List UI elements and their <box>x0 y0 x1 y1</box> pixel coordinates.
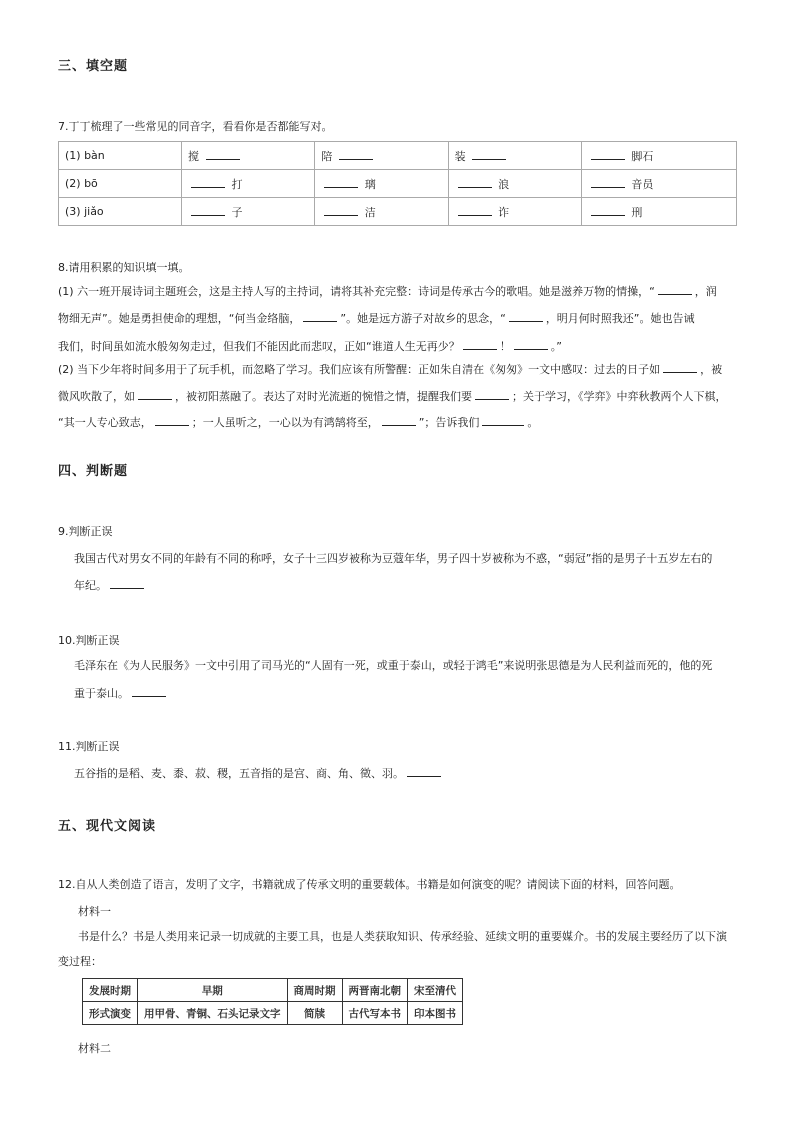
pinyin-cell: (3) jiǎo <box>59 198 182 226</box>
paragraph-line <box>58 284 717 299</box>
pinyin-cell: (2) bō <box>59 170 182 198</box>
text-segment: ！ <box>499 340 511 353</box>
question-10-title: 10.判断正误 <box>58 634 120 647</box>
table-cell <box>315 170 448 198</box>
text-segment: 重于泰山。 <box>74 687 129 700</box>
section-heading-modern-reading: 五、现代文阅读 <box>58 819 157 834</box>
text-segment: 五谷指的是稻、麦、黍、菽、稷，五音指的是宫、商、角、徵、羽。 <box>74 767 404 780</box>
answer-blank[interactable] <box>324 205 358 216</box>
answer-blank[interactable] <box>475 389 509 400</box>
table-cell <box>581 170 736 198</box>
answer-blank[interactable] <box>110 578 144 589</box>
text-segment: 打 <box>228 177 243 191</box>
text-segment: “其一人专心致志， <box>58 416 152 429</box>
answer-blank[interactable] <box>458 177 492 188</box>
answer-blank[interactable] <box>482 415 524 426</box>
text-segment: 。” <box>550 340 562 353</box>
text-segment: 毛泽东在《为人民服务》一文中引用了司马光的“人固有一死，或重于泰山，或轻于鸿毛”来说明张思德是为人民利益而死的，他的死 <box>74 659 713 672</box>
paragraph-line <box>58 362 722 377</box>
table-cell: 商周时期 <box>287 979 342 1002</box>
answer-blank[interactable] <box>155 415 189 426</box>
paragraph-line <box>58 415 538 430</box>
paragraph-line <box>74 686 169 701</box>
table-cell <box>182 170 315 198</box>
material-2-label: 材料二 <box>78 1042 111 1055</box>
paragraph-line <box>58 311 695 326</box>
question-12-prompt: 12.自从人类创造了语言，发明了文字，书籍就成了传承文明的重要载体。书籍是如何演变的呢？请阅读下面的材料，回答问题。 <box>58 878 681 891</box>
section-heading-judgement: 四、判断题 <box>58 464 129 479</box>
text-segment: 装 <box>454 149 470 163</box>
answer-blank[interactable] <box>591 205 625 216</box>
answer-blank[interactable] <box>663 362 697 373</box>
table-cell <box>315 142 448 170</box>
text-segment: 我国古代对男女不同的年龄有不同的称呼，女子十三四岁被称为豆蔻年华，男子四十岁被称为不惑，“弱冠”指的是男子十五岁左右的 <box>74 552 713 565</box>
text-segment: 年纪。 <box>74 579 107 592</box>
text-segment: 子 <box>228 205 243 219</box>
text-segment: 脚石 <box>627 149 654 163</box>
answer-blank[interactable] <box>458 205 492 216</box>
table-row <box>83 1002 463 1025</box>
text-segment: ，被 <box>700 363 723 376</box>
table-cell: 印本图书 <box>408 1002 463 1025</box>
table-cell: 形式演变 <box>83 1002 138 1025</box>
answer-blank[interactable] <box>382 415 416 426</box>
text-segment: (1) 六一班开展诗词主题班会，这是主持人写的主持词，请将其补充完整：诗词是传承古今的歌唱。她是滋养万物的情操，“ <box>58 285 655 298</box>
answer-blank[interactable] <box>407 766 441 777</box>
paragraph-line <box>74 659 712 673</box>
table-cell: 早期 <box>138 979 288 1002</box>
answer-blank[interactable] <box>472 149 506 160</box>
answer-blank[interactable] <box>132 686 166 697</box>
table-cell <box>448 198 581 226</box>
text-segment: 搅 <box>188 149 203 163</box>
material-1-paragraph-cont: 变过程： <box>58 955 102 968</box>
table-cell <box>182 198 315 226</box>
answer-blank[interactable] <box>463 339 497 350</box>
answer-blank[interactable] <box>324 177 358 188</box>
text-segment: 。 <box>527 416 539 429</box>
question-9-title: 9.判断正误 <box>58 525 113 538</box>
text-segment: ，润 <box>694 285 717 298</box>
section-heading-fill-in: 三、填空题 <box>58 59 129 74</box>
paragraph-line <box>74 766 444 781</box>
table-row <box>59 170 737 198</box>
table-cell <box>581 198 736 226</box>
table-cell: 简牍 <box>287 1002 342 1025</box>
text-segment: ，明月何时照我还”。她也告诫 <box>545 312 695 325</box>
answer-blank[interactable] <box>658 284 692 295</box>
text-segment: 浪 <box>494 177 510 191</box>
text-segment: ”。她是远方游子对故乡的思念，“ <box>340 312 506 325</box>
paragraph-line <box>58 339 562 354</box>
table-row <box>59 198 737 226</box>
table-cell <box>448 142 581 170</box>
table-cell <box>581 142 736 170</box>
table-cell <box>315 198 448 226</box>
answer-blank[interactable] <box>206 149 240 160</box>
text-segment: ；一人虽听之，一心以为有鸿鹄将至， <box>191 416 379 429</box>
answer-blank[interactable] <box>191 177 225 188</box>
text-segment: 诈 <box>494 205 510 219</box>
text-segment: 洁 <box>361 205 376 219</box>
table-cell: 两晋南北朝 <box>342 979 408 1002</box>
homophone-table <box>58 141 737 226</box>
table-cell: 宋至清代 <box>408 979 463 1002</box>
answer-blank[interactable] <box>339 149 373 160</box>
answer-blank[interactable] <box>591 149 625 160</box>
answer-blank[interactable] <box>591 177 625 188</box>
text-segment: (2) 当下少年将时间多用于了玩手机，而忽略了学习。我们应该有所警醒：正如朱自清在《匆匆》一文中感叹：过去的日子如 <box>58 363 661 376</box>
text-segment: 我们，时间虽如流水般匆匆走过，但我们不能因此而悲叹，正如“谁道人生无再少？ <box>58 340 460 353</box>
text-segment: 微风吹散了，如 <box>58 390 135 403</box>
table-cell: 古代写本书 <box>342 1002 408 1025</box>
table-cell: 用甲骨、青铜、石头记录文字 <box>138 1002 288 1025</box>
text-segment: 刑 <box>627 205 643 219</box>
question-11-title: 11.判断正误 <box>58 740 120 753</box>
table-row <box>83 979 463 1002</box>
answer-blank[interactable] <box>138 389 172 400</box>
paragraph-line <box>74 552 712 566</box>
answer-blank[interactable] <box>191 205 225 216</box>
table-cell <box>182 142 315 170</box>
book-evolution-table <box>82 978 463 1025</box>
answer-blank[interactable] <box>514 339 548 350</box>
question-7-prompt: 7.丁丁梳理了一些常见的同音字，看看你是否都能写对。 <box>58 120 333 133</box>
answer-blank[interactable] <box>303 311 337 322</box>
text-segment: 音员 <box>627 177 654 191</box>
table-row <box>59 142 737 170</box>
answer-blank[interactable] <box>509 311 543 322</box>
table-cell <box>448 170 581 198</box>
pinyin-cell: (1) bàn <box>59 142 182 170</box>
text-segment: ”；告诉我们 <box>418 416 480 429</box>
text-segment: 陪 <box>321 149 336 163</box>
table-cell: 发展时期 <box>83 979 138 1002</box>
paragraph-line <box>74 578 147 593</box>
text-segment: ；关于学习，《学弈》中弈秋教两个人下棋， <box>512 390 727 403</box>
material-1-label: 材料一 <box>78 905 111 918</box>
text-segment: 璃 <box>361 177 376 191</box>
material-1-paragraph: 书是什么？书是人类用来记录一切成就的主要工具，也是人类获取知识、传承经验、延续文明的重要媒介。书的发展主要经历了以下演 <box>78 930 727 943</box>
text-segment: ，被初阳蒸融了。表达了对时光流逝的惋惜之情，提醒我们要 <box>175 390 472 403</box>
question-8-prompt: 8.请用积累的知识填一填。 <box>58 261 190 274</box>
paragraph-line <box>58 389 727 404</box>
text-segment: 物细无声”。她是勇担使命的理想，“何当金络脑， <box>58 312 301 325</box>
